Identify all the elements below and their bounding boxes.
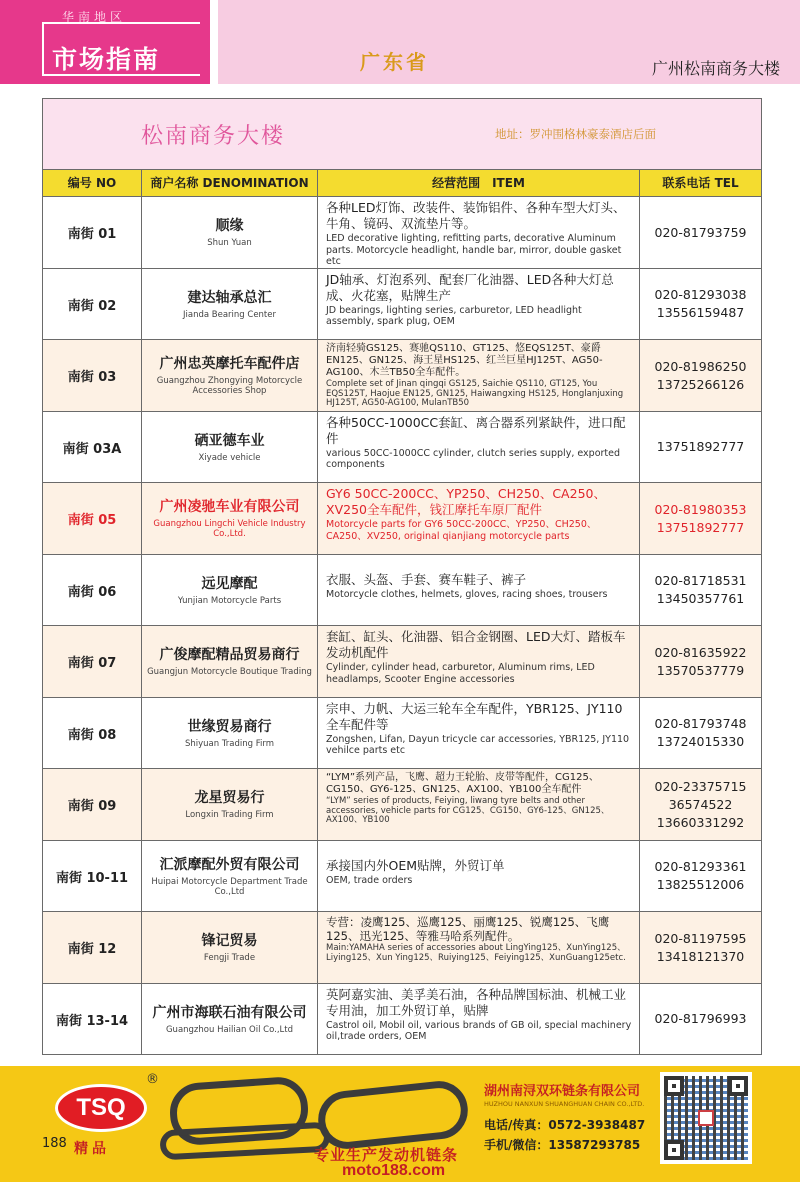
table-row [43, 769, 761, 841]
merchant-name-zh: 汇派摩配外贸有限公司 [159, 856, 300, 873]
table-row [43, 412, 761, 484]
phone-number: 020-81793748 [654, 716, 747, 731]
business-scope-zh: “LYM”系列产品，飞鹰、超力王轮胎、皮带等配件，CG125、CG150、GY6-125、GN125、AX100、YB100全车配件 [326, 772, 599, 795]
business-scope-en: Motorcycle parts for GY6 50CC-200CC、YP250、CH250、CA250、XV250, original qianjiang motorcycle parts [326, 519, 597, 542]
merchant-name-zh: 锋记贸易 [201, 933, 258, 949]
business-scope-zh: 济南轻骑GS125、赛驰QS110、GT125、悠EQS125T、豪爵EN125、GN125、海王星HS125、红兰巨星HJ125T、AG50-AG100、木兰TB50全车配件。 [326, 343, 603, 378]
merchant-name-en: Longxin Trading Firm [185, 810, 274, 820]
phone-cell [639, 340, 761, 411]
registered-mark: ® [146, 1072, 159, 1087]
business-scope-zh: 套缸、缸头、化油器、铝合金钢圈、LED大灯、踏板车发动机配件 [326, 629, 626, 660]
row-number: 南街 07 [67, 656, 117, 671]
merchant-table [42, 98, 762, 1055]
phone-number: 13724015330 [656, 734, 745, 749]
business-scope-zh: 衣服、头盔、手套、赛车鞋子、裤子 [326, 571, 527, 587]
phone-number: 020-81793759 [654, 224, 747, 240]
merchant-name-cell [141, 769, 317, 840]
merchant-name-en: Guangjun Motorcycle Boutique Trading [147, 667, 312, 677]
phone-number: 020-81197595 [654, 930, 747, 946]
row-number: 南街 03 [67, 370, 117, 385]
merchant-name-zh: 广州市海联石油有限公司 [152, 1004, 307, 1021]
phone-number: 020-81718531 [654, 573, 747, 588]
business-scope-en: OEM, trade orders [326, 874, 413, 886]
phone-cell [639, 841, 761, 912]
row-number: 南街 01 [67, 227, 117, 242]
business-scope-en: Complete set of Jinan qingqi GS125, Saichie QS110, GT125, You EQS125T, Haojue EN125, GN125, Haiwangxing HS125, Honglanjuxing HJ125T, AG50-AG100, MulanTB50 [326, 379, 624, 408]
column-header-name: 商户名称 DENOMINATION [141, 170, 317, 197]
business-scope-cell [317, 912, 639, 983]
phone-cell [639, 269, 761, 340]
phone-number: 13725266126 [656, 376, 745, 392]
phone-cell [639, 555, 761, 626]
page-header [0, 0, 800, 84]
column-header-item: 经营范围 ITEM [317, 170, 639, 197]
phone-number: 020-23375715 [654, 778, 747, 794]
business-scope-zh: 各种50CC-1000CC套缸、离合器系列紧缺件，进口配件 [326, 414, 626, 446]
table-body [43, 197, 761, 1055]
row-number: 南街 05 [67, 513, 117, 528]
row-number: 南街 03A [62, 441, 122, 457]
phone-cell [639, 769, 761, 840]
merchant-name-en: Guangzhou Hailian Oil Co.,Ltd [165, 1024, 294, 1035]
merchant-name-en: Guangzhou Zhongying Motorcycle Accessories Shop [156, 376, 303, 396]
merchant-name-en: Fengji Trade [203, 953, 256, 963]
table-row [43, 269, 761, 341]
business-scope-en: Zongshen, Lifan, Dayun tricycle car accessories, YBR125, JY110 vehilce parts etc [326, 733, 630, 756]
business-scope-zh: 各种LED灯饰、改装件、装饰铝件、各种车型大灯头、牛角、镜码、双流垫片等。 [326, 200, 626, 231]
business-scope-cell [317, 197, 639, 268]
column-header-tel: 联系电话 TEL [639, 170, 761, 197]
phone-number: 13751892777 [656, 519, 745, 535]
business-scope-cell [317, 555, 639, 626]
table-row [43, 841, 761, 913]
phone-number: 36574522 [668, 796, 733, 812]
merchant-name-zh: 建达轴承总汇 [187, 289, 272, 306]
phone-number: 13450357761 [656, 591, 745, 606]
table-row [43, 555, 761, 627]
row-number: 南街 10-11 [55, 870, 129, 886]
business-scope-en: Motorcycle clothes, helmets, gloves, racing shoes, trousers [326, 588, 608, 600]
business-scope-en: “LYM” series of products, Feiying, liwang tyre belts and other accessories, vehicle parts for CG125、CG150、GY6-125、GN125、AX100、YB100 [326, 796, 610, 825]
company-phone: 电话/传真：0572-3938487 [484, 1118, 646, 1132]
qr-finder [664, 1140, 684, 1160]
phone-number: 13570537779 [656, 662, 745, 678]
phone-number: 13418121370 [656, 948, 745, 964]
merchant-name-zh: 广俊摩配精品贸易商行 [159, 647, 300, 663]
business-scope-cell [317, 841, 639, 912]
row-number: 南街 06 [67, 584, 117, 600]
business-scope-zh: GY6 50CC-200CC、YP250、CH250、CA250、XV250全车配件，钱江摩托车原厂配件 [326, 486, 606, 517]
business-scope-cell [317, 769, 639, 840]
phone-cell [639, 197, 761, 268]
merchant-name-cell [141, 841, 317, 912]
company-name-zh: 湖州南浔双环链条有限公司 [484, 1084, 641, 1099]
row-number: 南街 09 [67, 799, 117, 814]
table-row [43, 984, 761, 1056]
merchant-name-cell [141, 483, 317, 554]
merchant-name-zh: 广州凌驰车业有限公司 [159, 499, 300, 515]
merchant-name-en: Shiyuan Trading Firm [184, 738, 274, 749]
company-mobile: 手机/微信：13587293785 [484, 1138, 641, 1152]
phone-cell [639, 984, 761, 1055]
tsq-logo: TSQ [55, 1084, 147, 1132]
market-name: 松南商务大楼 [141, 124, 286, 149]
business-scope-cell [317, 698, 639, 769]
phone-number: 13556159487 [656, 305, 745, 320]
region-label: 华南地区 [62, 10, 127, 24]
merchant-name-cell [141, 412, 317, 483]
ad-slogan: 专业生产发动机链条 [314, 1146, 459, 1164]
phone-number: 020-81635922 [654, 644, 747, 660]
business-scope-en: JD bearings, lighting series, carburetor, LED headlight assembly, spark plug, OEM [326, 304, 582, 327]
merchant-name-en: Shun Yuan [207, 238, 252, 248]
business-scope-zh: 宗申、力帆、大运三轮车全车配件，YBR125、JY110全车配件等 [326, 700, 623, 732]
phone-cell [639, 912, 761, 983]
merchant-name-en: Guangzhou Lingchi Vehicle Industry Co.,Ltd. [153, 519, 306, 539]
business-scope-cell [317, 340, 639, 411]
row-number: 南街 02 [67, 298, 117, 314]
merchant-name-cell [141, 197, 317, 268]
merchant-name-zh: 远见摩配 [201, 575, 258, 592]
merchant-name-zh: 世缘贸易商行 [187, 718, 272, 735]
qr-pattern [664, 1076, 748, 1160]
table-row [43, 340, 761, 412]
phone-number: 020-81986250 [654, 358, 747, 374]
merchant-name-zh: 龙星贸易行 [194, 790, 265, 806]
qr-finder [728, 1076, 748, 1096]
business-scope-en: Main:YAMAHA series of accessories about LingYing125、XunYing125、Liying125、Xun Ying125、Ruiying125、Feiying125、XunGuang125etc. [326, 943, 626, 963]
merchant-name-cell [141, 912, 317, 983]
phone-number: 13660331292 [656, 814, 745, 830]
merchant-name-cell [141, 626, 317, 697]
province-label: 广东省 [360, 50, 429, 74]
business-scope-en: LED decorative lighting, refitting parts, decorative Aluminum parts. Motorcycle headlight, handle bar, mirror, double gasket etc [326, 233, 622, 267]
table-row [43, 698, 761, 770]
phone-cell [639, 626, 761, 697]
table-header-row [43, 169, 761, 197]
phone-number: 13825512006 [656, 877, 745, 892]
phone-number: 020-81293038 [654, 287, 747, 302]
merchant-name-en: Yunjian Motorcycle Parts [177, 595, 282, 606]
table-row [43, 483, 761, 555]
merchant-name-cell [141, 340, 317, 411]
footer-advertisement [0, 1066, 800, 1182]
business-scope-en: various 50CC-1000CC cylinder, clutch series supply, exported components [326, 447, 621, 470]
business-scope-zh: 承接国内外OEM贴牌，外贸订单 [326, 857, 505, 873]
merchant-name-cell [141, 698, 317, 769]
row-number: 南街 12 [67, 942, 117, 957]
table-title-band [43, 99, 761, 169]
table-row [43, 197, 761, 269]
merchant-name-cell [141, 269, 317, 340]
phone-number: 020-81293361 [654, 859, 747, 874]
merchant-name-zh: 顺缘 [215, 218, 244, 234]
business-scope-en: Castrol oil, Mobil oil, various brands of GB oil, special machinery oil,trade orders, OEM [326, 1019, 632, 1042]
merchant-name-cell [141, 984, 317, 1055]
merchant-name-zh: 广州忠英摩托车配件店 [159, 356, 300, 372]
brand-title: 市场指南 [52, 45, 161, 74]
merchant-name-en: Huipai Motorcycle Department Trade Co.,Ltd [151, 876, 308, 897]
merchant-name-zh: 硒亚德车业 [194, 432, 265, 449]
merchant-name-en: Jianda Bearing Center [183, 309, 276, 320]
business-scope-zh: JD轴承、灯泡系列、配套厂化油器、LED各种大灯总成、火花塞，贴牌生产 [326, 271, 614, 303]
page-number: 188 [42, 1136, 67, 1151]
phone-cell [639, 412, 761, 483]
qr-logo [698, 1110, 714, 1126]
header-divider [210, 0, 218, 84]
quality-label: 精品 [74, 1141, 110, 1157]
merchant-name-cell [141, 555, 317, 626]
building-label: 广州松南商务大楼 [651, 59, 780, 78]
qr-code-icon [660, 1072, 752, 1164]
table-row [43, 912, 761, 984]
column-header-no: 编号 NO [67, 176, 117, 190]
phone-number: 020-81980353 [654, 501, 747, 517]
row-number: 南街 13-14 [55, 1013, 129, 1029]
chain-icon [315, 1078, 470, 1151]
row-number: 南街 08 [67, 727, 117, 743]
business-scope-zh: 专营：凌鹰125、巡鹰125、丽鹰125、锐鹰125、飞鹰125、迅光125、等雅马哈系列配件。 [326, 915, 610, 943]
business-scope-cell [317, 626, 639, 697]
business-scope-en: Cylinder, cylinder head, carburetor, Aluminum rims, LED headlamps, Scooter Engine accessories [326, 662, 595, 685]
site-watermark: moto188.com [342, 1162, 446, 1179]
phone-number: 13751892777 [656, 439, 745, 454]
header-band [210, 0, 800, 84]
table-row [43, 626, 761, 698]
business-scope-cell [317, 483, 639, 554]
business-scope-cell [317, 412, 639, 483]
phone-number: 020-81796993 [654, 1011, 747, 1026]
phone-cell [639, 698, 761, 769]
guide-brand-block [0, 0, 210, 84]
market-address: 地址：罗冲围格林豪泰酒店后面 [495, 127, 656, 141]
company-name-en: HUZHOU NANXUN SHUANGHUAN CHAIN CO.,LTD. [484, 1100, 645, 1108]
phone-cell [639, 483, 761, 554]
merchant-name-en: Xiyade vehicle [198, 452, 261, 463]
business-scope-cell [317, 269, 639, 340]
qr-finder [664, 1076, 684, 1096]
business-scope-zh: 英阿嘉实油、美孚美石油，各种品牌国标油、机械工业专用油，加工外贸订单，贴牌 [326, 986, 627, 1018]
business-scope-cell [317, 984, 639, 1055]
